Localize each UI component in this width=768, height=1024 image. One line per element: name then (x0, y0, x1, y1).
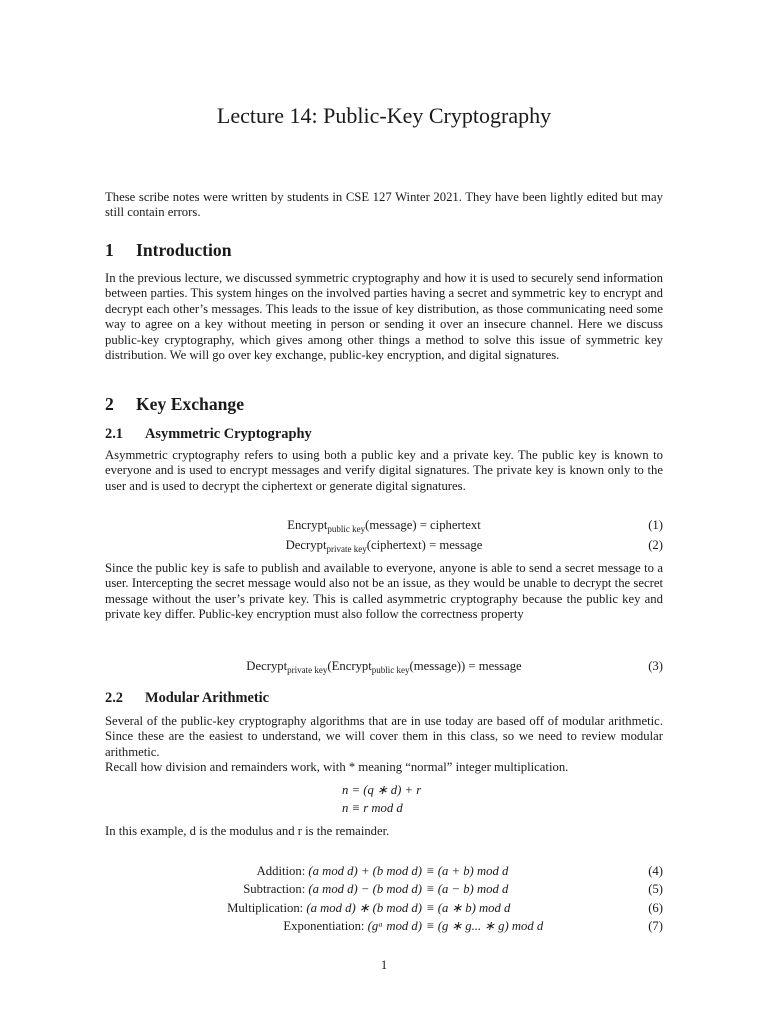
asymmetric-paragraph-1: Asymmetric cryptography refers to using both a public key and a private key. The public key is known to everyone and is used to encrypt messages and verify digital signatures. The private key is known only to the user and is used to decrypt the ciphertext or generate digital signatures. (105, 448, 663, 493)
op-addition (105, 862, 663, 880)
division-line-1: n = (q ∗ d) + r (342, 783, 422, 797)
op-label: Subtraction: (243, 882, 306, 896)
eq-function: Decrypt (285, 538, 327, 552)
op-lhs: (a mod d) + (b mod d) (308, 864, 422, 878)
equation-number: (1) (648, 518, 663, 532)
op-lhs: (a mod d) ∗ (b mod d) (306, 901, 422, 915)
section-number: 1 (105, 240, 114, 260)
subsection-2-2-heading (105, 689, 663, 707)
eq-subscript: private key (287, 665, 328, 675)
op-label: Addition: (256, 864, 306, 878)
subsection-number: 2.1 (105, 426, 123, 442)
introduction-paragraph: In the previous lecture, we discussed symmetric cryptography and how it is used to securely send information between parties. This system hinges on the involved parties having a secret and symmetric key to encrypt and decrypt each other’s messages. This leads to the issue of key distribution, as those communicating need some way to agree on a key without meeting in person or sending it over an insecure channel. Here we discuss public-key cryptography, which gives among other things a method to solve this issue of symmetric key distribution. We will go over key exchange, public-key encryption, and digital signatures. (105, 271, 663, 363)
modular-paragraph-2: Recall how division and remainders work, with * meaning “normal” integer multiplication. (105, 760, 569, 775)
op-lhs: (gᵃ mod d) (367, 919, 422, 933)
eq-function: (Encrypt (327, 659, 372, 673)
division-equations (342, 781, 462, 821)
eq-rest: (ciphertext) = message (366, 538, 483, 552)
equation-number: (2) (648, 538, 663, 552)
eq-rest: (message)) = message (409, 659, 522, 673)
op-rhs: ≡ (a − b) mod d (426, 882, 509, 896)
division-line-2: n ≡ r mod d (342, 801, 403, 815)
subsection-title: Asymmetric Cryptography (145, 426, 312, 442)
modular-paragraph-3: In this example, d is the modulus and r is the remainder. (105, 824, 390, 838)
op-exponentiation (105, 917, 663, 935)
equation-number: (7) (648, 919, 663, 933)
op-subtraction (105, 880, 663, 898)
subsection-number: 2.2 (105, 690, 123, 706)
equation-number: (6) (648, 901, 663, 915)
section-number: 2 (105, 394, 114, 414)
eq-rest: (message) = ciphertext (365, 518, 481, 532)
op-label: Exponentiation: (283, 919, 365, 933)
equation-number: (5) (648, 882, 663, 896)
section-title: Introduction (136, 240, 232, 260)
eq-subscript: public key (371, 665, 410, 675)
section-1-heading (105, 239, 663, 261)
op-rhs: ≡ (a ∗ b) mod d (426, 901, 511, 915)
section-2-heading (105, 393, 663, 415)
equation-number: (3) (648, 659, 663, 673)
page-number: 1 (380, 958, 388, 972)
asymmetric-paragraph-2: Since the public key is safe to publish and available to everyone, anyone is able to send a secret message to a user. Intercepting the secret message would also not be an issue, as they would be unable to decrypt the secret message without the user’s private key. This is called asymmetric cryptography because the public key and private key differ. Public-key encryption must also follow the correctness property (105, 561, 663, 622)
equation-number: (4) (648, 864, 663, 878)
subsection-2-1-heading (105, 425, 663, 443)
op-rhs: ≡ (a + b) mod d (426, 864, 509, 878)
modular-paragraph-1: Several of the public-key cryptography algorithms that are in use today are based off of modular arithmetic. Since these are the easiest to understand, we will cover them in this class, so we need to review modular arithmetic. (105, 714, 663, 759)
op-lhs: (a mod d) − (b mod d) (308, 882, 422, 896)
op-multiplication (105, 899, 663, 917)
eq-function: Decrypt (246, 659, 288, 673)
eq-subscript: public key (327, 524, 366, 534)
eq-function: Encrypt (287, 518, 328, 532)
op-rhs: ≡ (g ∗ g... ∗ g) mod d (426, 919, 544, 933)
subsection-title: Modular Arithmetic (145, 690, 270, 706)
section-title: Key Exchange (136, 394, 245, 414)
scribe-note: These scribe notes were written by students in CSE 127 Winter 2021. They have been lightly edited but may still contain errors. (105, 190, 663, 220)
eq-subscript: private key (326, 544, 367, 554)
op-label: Multiplication: (227, 901, 304, 915)
page-title: Lecture 14: Public-Key Cryptography (216, 103, 552, 128)
